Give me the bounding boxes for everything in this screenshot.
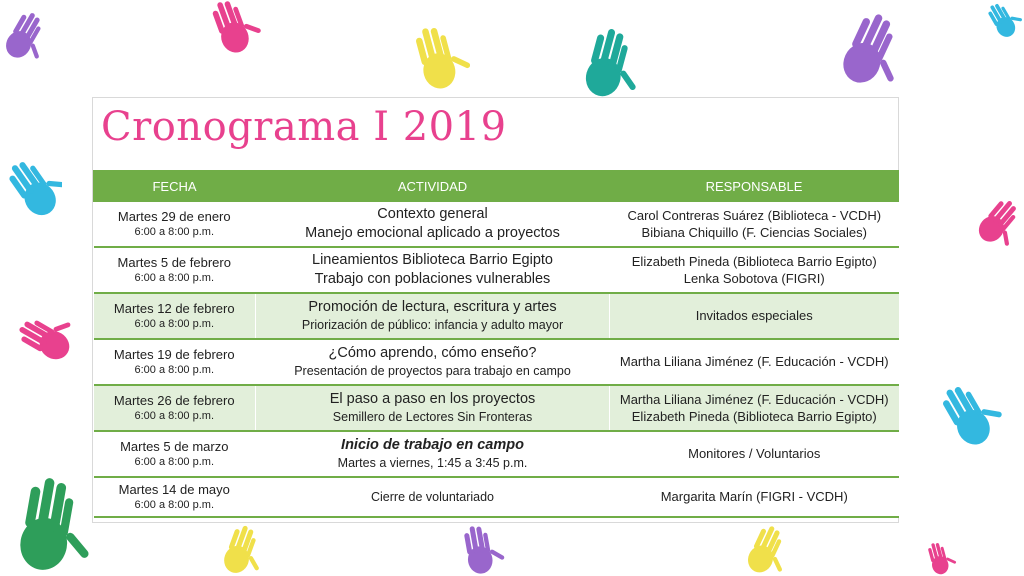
header-fecha: FECHA (94, 171, 256, 202)
cell-actividad (256, 431, 610, 477)
fecha-time: 6:00 a 8:00 p.m. (134, 226, 214, 239)
fecha-time: 6:00 a 8:00 p.m. (134, 364, 214, 377)
hand-print-pink-top (195, 0, 265, 56)
fecha-date: Martes 14 de mayo (118, 482, 230, 498)
table-row (94, 477, 899, 517)
cell-responsable (610, 202, 899, 248)
fecha-date: Martes 29 de enero (117, 209, 231, 225)
fecha-time: 6:00 a 8:00 p.m. (134, 410, 214, 423)
fecha-date: Martes 5 de febrero (117, 255, 231, 271)
actividad-line: Promoción de lectura, escritura y artes (308, 299, 557, 316)
hand-print-purple-bottom (440, 522, 516, 576)
hand-print-teal-top (568, 24, 648, 100)
hand-print-pink-right (975, 190, 1024, 252)
hand-print-pink-left (10, 310, 74, 370)
cell-fecha (94, 385, 256, 431)
responsable-line: Invitados especiales (695, 308, 813, 324)
actividad-line: Trabajo con poblaciones vulnerables (314, 271, 551, 287)
actividad-line: Lineamientos Biblioteca Barrio Egipto (312, 251, 553, 268)
fecha-time: 6:00 a 8:00 p.m. (134, 499, 214, 512)
cell-fecha (94, 431, 256, 477)
fecha-time: 6:00 a 8:00 p.m. (134, 318, 214, 331)
table-row (94, 247, 899, 293)
actividad-line: ¿Cómo aprendo, cómo enseño? (328, 345, 537, 362)
table-row (94, 293, 899, 339)
responsable-line: Martha Liliana Jiménez (F. Educación - VCDH) (619, 354, 889, 370)
hand-print-cyan-topright (978, 0, 1024, 40)
responsable-line: Bibiana Chiquillo (F. Ciencias Sociales) (641, 225, 867, 240)
fecha-date: Martes 12 de febrero (113, 301, 235, 317)
cell-fecha (94, 477, 256, 517)
hand-print-cyan-right (924, 380, 1006, 450)
cell-fecha (94, 247, 256, 293)
responsable-line: Martha Liliana Jiménez (F. Educación - VCDH) (619, 391, 889, 407)
schedule-card (92, 97, 899, 523)
hand-print-pink-bottomright (908, 540, 968, 576)
table-header-row (94, 171, 899, 202)
fecha-time: 6:00 a 8:00 p.m. (134, 272, 214, 285)
responsable-line: Carol Contreras Suárez (Biblioteca - VCDH) (627, 207, 882, 223)
cell-responsable (610, 431, 899, 477)
actividad-subline: Semillero de Lectores Sin Fronteras (332, 410, 533, 425)
hand-print-cyan-left (0, 150, 62, 226)
header-actividad: ACTIVIDAD (256, 171, 610, 202)
actividad-line: Cierre de voluntariado (371, 489, 494, 504)
fecha-date: Martes 19 de febrero (113, 347, 235, 363)
responsable-line: Elizabeth Pineda (Biblioteca Barrio Egipto) (631, 409, 877, 424)
cell-responsable (610, 247, 899, 293)
responsable-line: Elizabeth Pineda (Biblioteca Barrio Egipto) (631, 253, 877, 269)
cell-fecha (94, 202, 256, 248)
page-title: Cronograma I 2019 (101, 104, 507, 150)
fecha-date: Martes 5 de marzo (120, 439, 229, 455)
responsable-line: Lenka Sobotova (FIGRI) (683, 271, 825, 286)
table-row (94, 385, 899, 431)
cell-responsable (610, 385, 899, 431)
actividad-subline: Priorización de público: infancia y adulto mayor (301, 318, 564, 333)
schedule-table (93, 170, 899, 518)
cell-actividad (256, 339, 610, 385)
cell-responsable (610, 477, 899, 517)
hand-print-purple-topleft (0, 0, 50, 70)
fecha-time: 6:00 a 8:00 p.m. (134, 456, 214, 469)
responsable-line: Margarita Marín (FIGRI - VCDH) (660, 489, 848, 505)
responsable-line: Monitores / Voluntarios (688, 446, 821, 462)
fecha-date: Martes 26 de febrero (113, 393, 235, 409)
hand-print-green-bottomleft (0, 470, 96, 576)
header-responsable: RESPONSABLE (610, 171, 899, 202)
cell-actividad (256, 293, 610, 339)
cell-actividad (256, 202, 610, 248)
cell-actividad (256, 385, 610, 431)
cell-actividad (256, 247, 610, 293)
actividad-line-emphasis: Inicio de trabajo en campo (341, 437, 524, 454)
hand-print-yellow-bottomright (728, 522, 804, 576)
cell-responsable (610, 339, 899, 385)
actividad-line: El paso a paso en los proyectos (329, 391, 536, 408)
cell-fecha (94, 293, 256, 339)
actividad-subline: Presentación de proyectos para trabajo en campo (294, 364, 571, 379)
table-row (94, 202, 899, 248)
actividad-line: Manejo emocional aplicado a proyectos (305, 225, 560, 241)
cell-responsable (610, 293, 899, 339)
table-row (94, 431, 899, 477)
table-row (94, 339, 899, 385)
actividad-line: Contexto general (377, 205, 488, 222)
cell-actividad (256, 477, 610, 517)
hand-print-purple-topright (825, 8, 915, 88)
hand-print-yellow-bottom (206, 522, 276, 576)
cell-fecha (94, 339, 256, 385)
hand-print-yellow-top (400, 22, 470, 92)
actividad-subline: Martes a viernes, 1:45 a 3:45 p.m. (337, 456, 528, 471)
